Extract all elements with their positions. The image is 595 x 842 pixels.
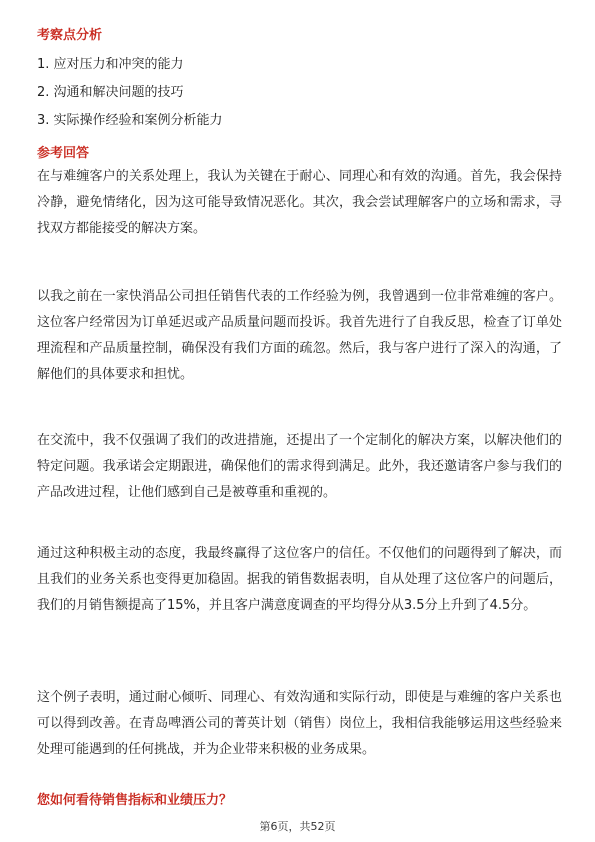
answer-paragraph-2: 以我之前在一家快消品公司担任销售代表的工作经验为例，我曾遇到一位非常难缠的客户。这位客户经常因为订单延迟或产品质量问题而投诉。我首先进行了自我反思，检查了订单处理流程和产品质量控制，确保没有我们方面的疏忽。然后，我与客户进行了深入的沟通，了解他们的具体要求和担忧。 xyxy=(37,289,562,382)
page-number: 第6页，共52页 xyxy=(259,820,336,833)
analysis-item-2: 2. 沟通和解决问题的技巧 xyxy=(37,85,184,100)
analysis-title: 考察点分析 xyxy=(37,28,103,43)
answer-paragraph-5: 这个例子表明，通过耐心倾听、同理心、有效沟通和实际行动，即使是与难缠的客户关系也可以得到改善。在青岛啤酒公司的菁英计划（销售）岗位上，我相信我能够运用这些经验来处理可能遇到的任何挑战，并为企业带来积极的业务成果。 xyxy=(37,690,562,757)
answer-paragraph-4: 通过这种积极主动的态度，我最终赢得了这位客户的信任。不仅他们的问题得到了解决，而且我们的业务关系也变得更加稳固。据我的销售数据表明，自从处理了这位客户的问题后，我们的月销售额提高了15%，并且客户满意度调查的平均得分从3.5分上升到了4.5分。 xyxy=(37,546,562,613)
analysis-item-1: 1. 应对压力和冲突的能力 xyxy=(37,57,184,72)
answer-paragraph-1: 在与难缠客户的关系处理上，我认为关键在于耐心、同理心和有效的沟通。首先，我会保持冷静，避免情绪化，因为这可能导致情况恶化。其次，我会尝试理解客户的立场和需求，寻找双方都能接受的解决方案。 xyxy=(37,169,562,236)
analysis-item-3: 3. 实际操作经验和案例分析能力 xyxy=(37,113,223,128)
answer-paragraph-3: 在交流中，我不仅强调了我们的改进措施，还提出了一个定制化的解决方案，以解决他们的特定问题。我承诺会定期跟进，确保他们的需求得到满足。此外，我还邀请客户参与我们的产品改进过程，让他们感到自己是被尊重和重视的。 xyxy=(37,433,562,500)
next-question-title: 您如何看待销售指标和业绩压力？ xyxy=(37,793,233,808)
answer-title: 参考回答 xyxy=(37,146,90,161)
